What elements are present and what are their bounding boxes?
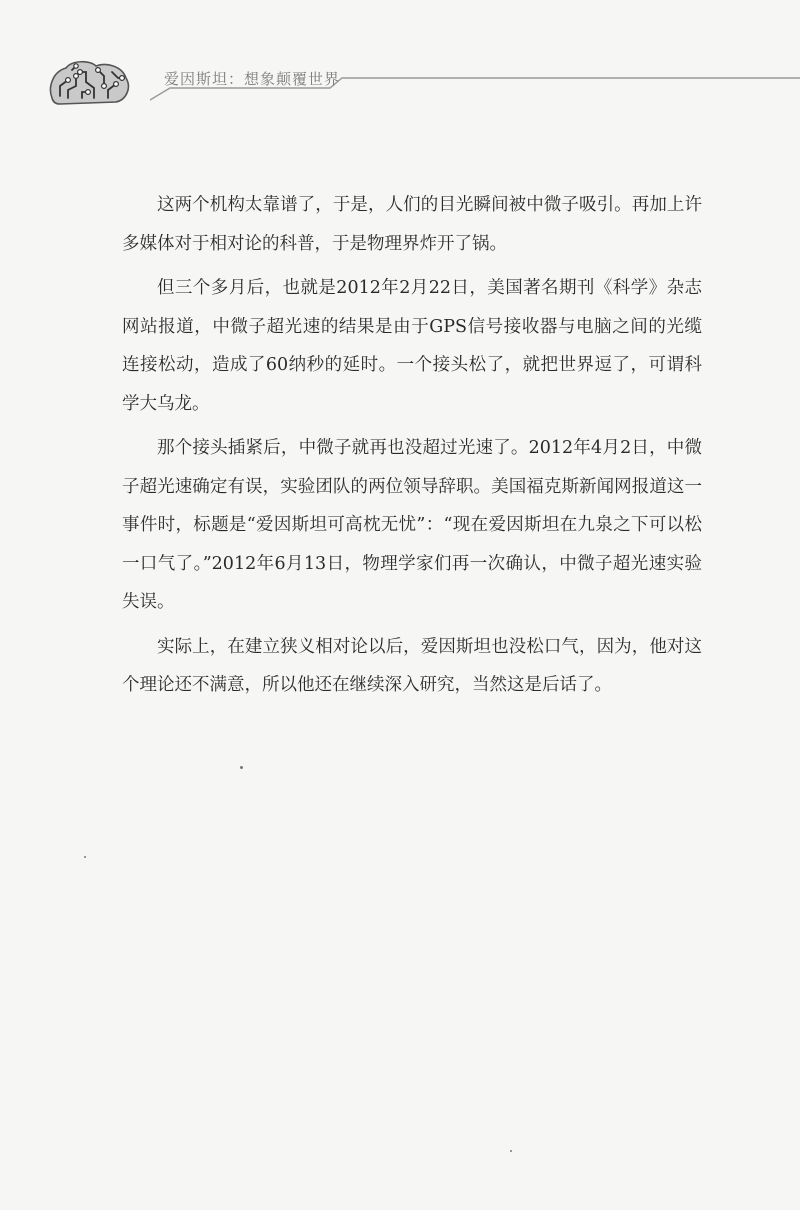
- running-title: 爱因斯坦：想象颠覆世界: [164, 70, 341, 88]
- paragraph-3: 那个接头插紧后，中微子就再也没超过光速了。2012年4月2日，中微子超光速确定有误，实验团队的两位领导辞职。美国福克斯新闻网报道这一事件时，标题是“爱因斯坦可高枕无忧”：“现在爱因斯坦在九泉之下可以松一口气了。”2012年6月13日，物理学家们再一次确认，中微子超光速实验失误。: [122, 438, 702, 612]
- paragraph-4: 实际上，在建立狭义相对论以后，爱因斯坦也没松口气，因为，他对这个理论还不满意，所以他还在继续深入研究，当然这是后话了。: [122, 636, 702, 695]
- brain-circuit-icon: [46, 58, 132, 108]
- paragraph-1: 这两个机构太靠谱了，于是，人们的目光瞬间被中微子吸引。再加上许多媒体对于相对论的科普，于是物理界炸开了锅。: [122, 195, 702, 254]
- body-text: [122, 186, 702, 711]
- running-header: [0, 0, 800, 140]
- scan-speck: [84, 856, 86, 858]
- paragraph-2: 但三个多月后，也就是2012年2月22日，美国著名期刊《科学》杂志网站报道，中微子超光速的结果是由于GPS信号接收器与电脑之间的光缆连接松动，造成了60纳秒的延时。一个接头松了，就把世界逗了，可谓科学大乌龙。: [122, 278, 702, 414]
- scan-speck: [240, 766, 243, 769]
- scan-speck: [510, 1150, 512, 1152]
